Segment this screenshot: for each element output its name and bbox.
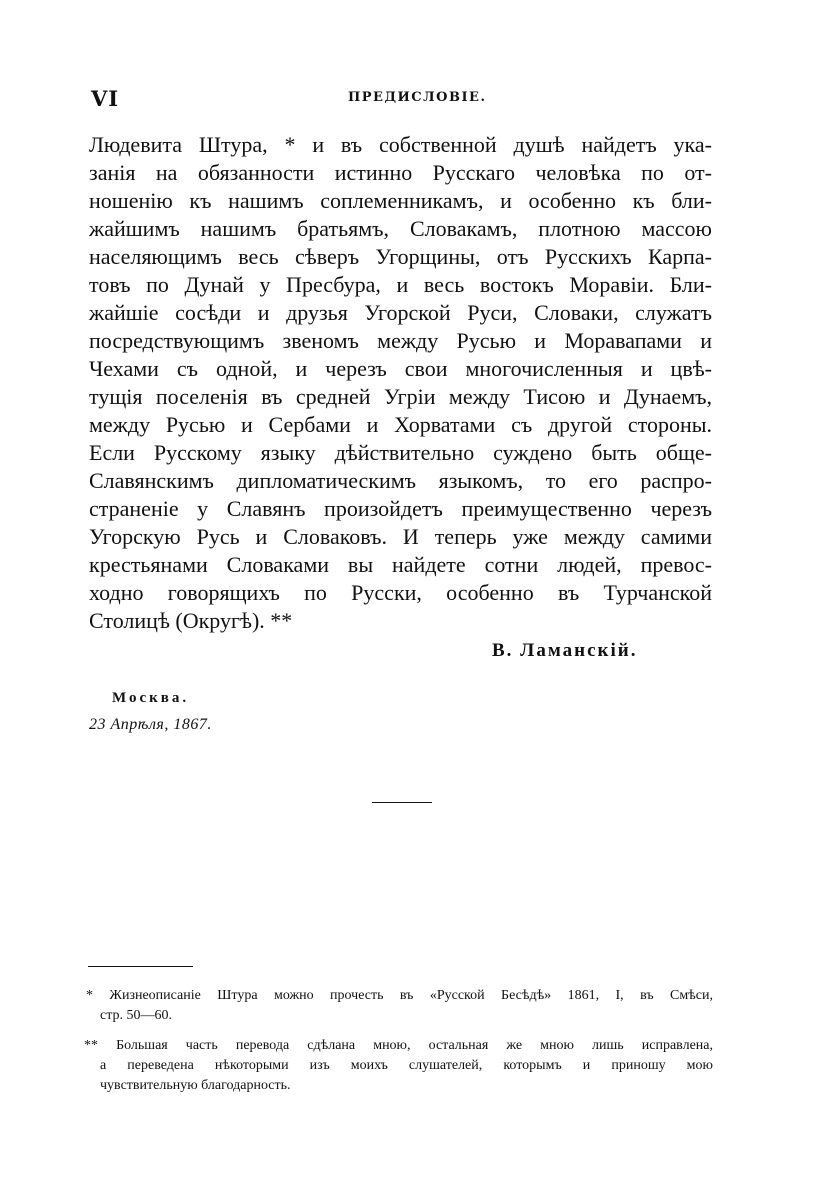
- body-line: посредствующимъ звеномъ между Русью и Моравапами и: [89, 328, 712, 353]
- footnote-1-line: * Жизнеописаніе Штура можно прочесть въ «Русской Бесѣдѣ» 1861, I, въ Смѣси,: [86, 988, 713, 1003]
- body-line: Угорскую Русь и Словаковъ. И теперь уже между самими: [89, 524, 712, 549]
- date-line: 23 Апрѣля, 1867.: [89, 716, 212, 733]
- body-line: Если Русскому языку дѣйствительно суждено быть обще-: [89, 440, 712, 465]
- place-line: Москва.: [112, 690, 190, 706]
- body-line: крестьянами Словаками вы найдете сотни людей, превос-: [89, 552, 712, 577]
- body-line: страненіе у Славянъ произойдетъ преимущественно черезъ: [89, 496, 712, 521]
- page-number: VI: [91, 86, 120, 111]
- running-title: ПРЕДИСЛОВІЕ.: [348, 90, 487, 105]
- body-line: жайшимъ нашимъ братьямъ, Словакамъ, плотною массою: [89, 216, 712, 241]
- footnote-divider: [88, 966, 193, 967]
- body-line: Чехами съ одной, и черезъ свои многочисленныя и цвѣ-: [89, 356, 712, 381]
- footnote-2-line: ** Большая часть перевода сдѣлана мною, остальная же мною лишь исправлена,: [84, 1038, 713, 1053]
- body-line: Столицѣ (Округѣ). **: [89, 608, 293, 633]
- body-line: тущія поселенія въ средней Угріи между Тисою и Дунаемъ,: [89, 384, 712, 409]
- footnote-2-line: чувствительную благодарность.: [100, 1078, 291, 1093]
- footnote-2-line: а переведена нѣкоторыми изъ моихъ слушателей, которымъ и приношу мою: [100, 1058, 713, 1073]
- author-signature: В. Ламанскій.: [492, 640, 638, 661]
- section-divider: [372, 802, 432, 803]
- footnote-1-line: стр. 50—60.: [100, 1008, 173, 1023]
- body-line: между Русью и Сербами и Хорватами съ другой стороны.: [89, 412, 712, 437]
- body-line: ходно говорящихъ по Русски, особенно въ Турчанской: [89, 580, 712, 605]
- body-line: товъ по Дунай у Пресбура, и весь востокъ Моравіи. Бли-: [89, 272, 712, 297]
- body-line: занія на обязанности истинно Русскаго человѣка по от-: [89, 160, 712, 185]
- body-line: Людевита Штура, * и въ собственной душѣ найдетъ ука-: [89, 132, 712, 157]
- body-line: ношенію къ нашимъ соплеменникамъ, и особенно къ бли-: [89, 188, 712, 213]
- body-line: Славянскимъ дипломатическимъ языкомъ, то его распро-: [89, 468, 712, 493]
- body-line: населяющимъ весь сѣверъ Угорщины, отъ Русскихъ Карпа-: [89, 244, 712, 269]
- body-line: жайшіе сосѣди и друзья Угорской Руси, Словаки, служатъ: [89, 300, 712, 325]
